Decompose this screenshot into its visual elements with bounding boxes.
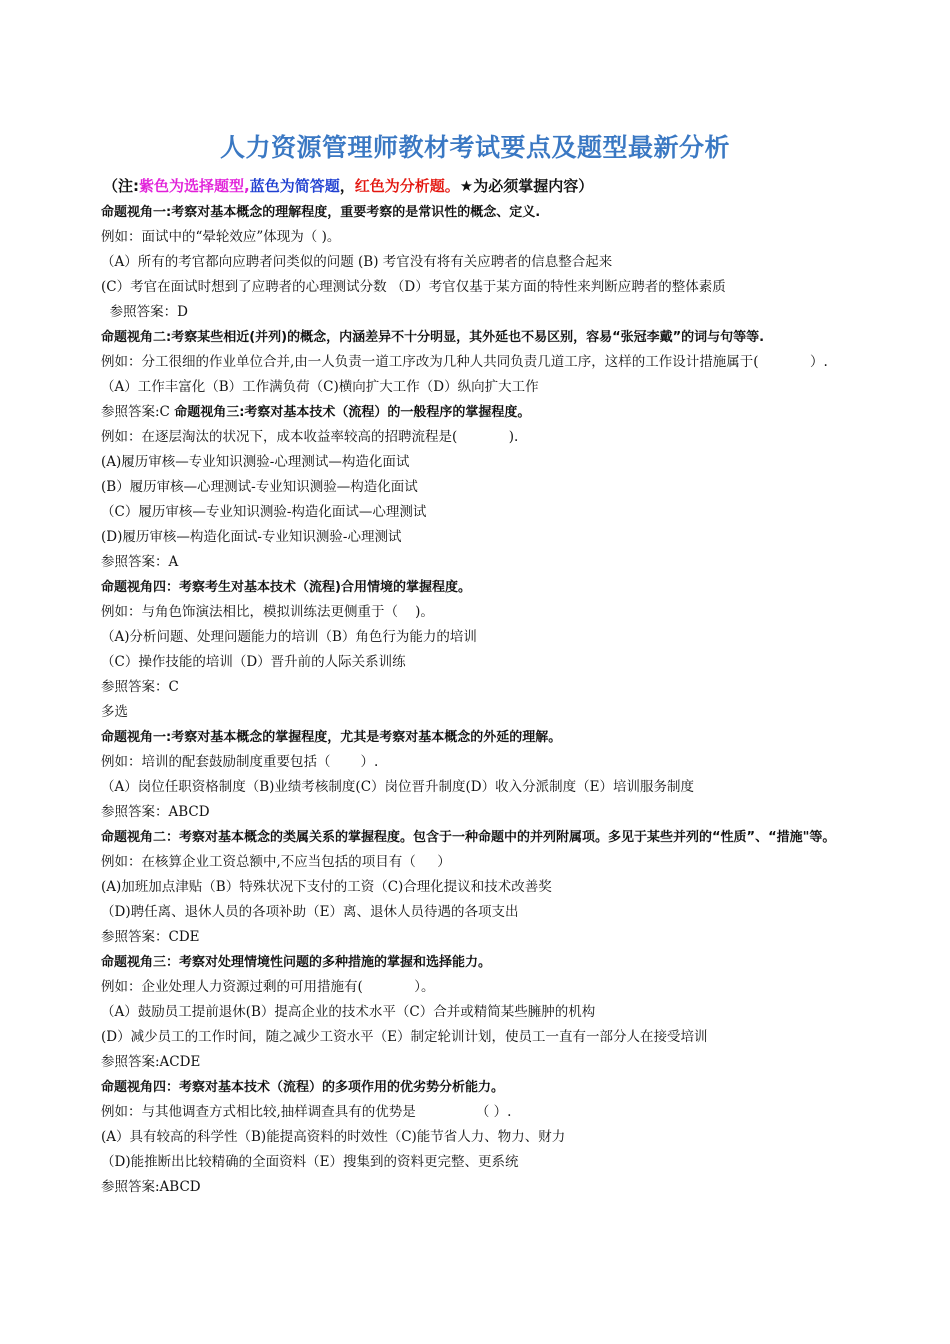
text-line: （A）工作丰富化（B）工作满负荷（C)横向扩大工作（D）纵向扩大工作 bbox=[101, 379, 539, 395]
text-line: 例如：与角色饰演法相比，模拟训练法更侧重于（ )。 bbox=[101, 604, 434, 620]
text-line: 例如：分工很细的作业单位合并,由一人负责一道工序改为几种人共同负责几道工序，这样的工作设计措施属于( ）. bbox=[101, 354, 828, 370]
text-line: 例如：面试中的“晕轮效应”体现为（ )。 bbox=[101, 229, 341, 245]
document-body bbox=[101, 200, 881, 1200]
text-line: （D)能推断出比较精确的全面资料（E）搜集到的资料更完整、更系统 bbox=[101, 1154, 519, 1170]
note-sep: ， bbox=[339, 177, 355, 195]
answer-line: 参照答案：ABCD bbox=[101, 804, 210, 820]
answer-line: 参照答案：A bbox=[101, 554, 179, 570]
text-line: （A)分析问题、处理问题能力的培训（B）角色行为能力的培训 bbox=[101, 629, 477, 645]
heading-line: 命题视角一:考察对基本概念的掌握程度，尤其是考察对基本概念的外延的理解。 bbox=[101, 730, 562, 745]
text-line: （C）履历审核—专业知识测验-构造化面试—心理测试 bbox=[101, 504, 427, 520]
text-line: (A)履历审核—专业知识测验-心理测试—构造化面试 bbox=[101, 454, 410, 470]
text-line: （A）所有的考官都向应聘者问类似的问题 (B) 考官没有将有关应聘者的信息整合起来 bbox=[101, 254, 613, 270]
heading-text: 命题视角三:考察对基本技术（流程）的一般程序的掌握程度。 bbox=[174, 405, 531, 420]
text-line: （A）岗位任职资格制度（B)业绩考核制度(C）岗位晋升制度(D）收入分派制度（E）培训服务制度 bbox=[101, 779, 694, 795]
note-purple: 紫色为选择题型, bbox=[139, 177, 250, 195]
text-line: （C）操作技能的培训（D）晋升前的人际关系训练 bbox=[101, 654, 406, 670]
text-line: （A）鼓励员工提前退休(B）提高企业的技术水平（C）合并或精简某些臃肿的机构 bbox=[101, 1004, 596, 1020]
text-line: (D)履历审核—构造化面试-专业知识测验-心理测试 bbox=[101, 529, 402, 545]
text-line: (A)加班加点津贴（B）特殊状况下支付的工资（C)合理化提议和技术改善奖 bbox=[101, 879, 552, 895]
section-label: 多选 bbox=[101, 704, 128, 720]
answer-line: 参照答案:ABCD bbox=[101, 1179, 201, 1195]
text-line: 例如：在逐层淘汰的状况下，成本收益率较高的招聘流程是( ). bbox=[101, 429, 519, 445]
text-line: 例如：与其他调查方式相比较,抽样调查具有的优势是 （ ）. bbox=[101, 1104, 512, 1120]
text-line: (A）具有较高的科学性（B)能提高资料的时效性（C)能节省人力、物力、财力 bbox=[101, 1129, 566, 1145]
heading-line: 命题视角四：考察对基本技术（流程）的多项作用的优劣势分析能力。 bbox=[101, 1080, 505, 1095]
answer-text: 参照答案:C bbox=[101, 404, 170, 420]
text-line: 例如：在核算企业工资总额中,不应当包括的项目有（ ） bbox=[101, 854, 451, 870]
text-line: 例如：培训的配套鼓励制度重要包括（ ）. bbox=[101, 754, 379, 770]
text-line: (D）减少员工的工作时间，随之减少工资水平（E）制定轮训计划，使员工一直有一部分人在接受培训 bbox=[101, 1029, 708, 1045]
heading-line: 命题视角三：考察对处理情境性问题的多种措施的掌握和选择能力。 bbox=[101, 955, 492, 970]
heading-line: 命题视角一:考察对基本概念的理解程度，重要考察的是常识性的概念、定义. bbox=[101, 205, 541, 220]
text-line: （D)聘任离、退休人员的各项补助（E）离、退休人员待遇的各项支出 bbox=[101, 904, 519, 920]
combined-line bbox=[101, 400, 881, 425]
answer-line: 参照答案：CDE bbox=[101, 929, 200, 945]
answer-line: 参照答案：D bbox=[101, 304, 188, 320]
heading-line: 命题视角二：考察对基本概念的类属关系的掌握程度。包含于一种命题中的并列附属项。多见于某些并列的“性质”、“措施"等。 bbox=[101, 830, 836, 845]
text-line: (B）履历审核—心理测试-专业知识测验—构造化面试 bbox=[101, 479, 418, 495]
note-open: （注: bbox=[103, 177, 139, 195]
color-legend-note bbox=[103, 174, 903, 198]
heading-line: 命题视角二:考察某些相近(并列)的概念，内涵差异不十分明显，其外延也不易区别，容易“张冠李戴”的词与句等等. bbox=[101, 330, 765, 345]
heading-line: 命题视角四：考察考生对基本技术（流程)合用情境的掌握程度。 bbox=[101, 580, 471, 595]
note-rest: ★为必须掌握内容） bbox=[459, 177, 594, 195]
document-title: 人力资源管理师教材考试要点及题型最新分析 bbox=[219, 133, 730, 162]
answer-line: 参照答案：C bbox=[101, 679, 179, 695]
text-line: 例如：企业处理人力资源过剩的可用措施有( ）。 bbox=[101, 979, 435, 995]
note-red: 红色为分析题。 bbox=[354, 177, 460, 195]
answer-line: 参照答案:ACDE bbox=[101, 1054, 201, 1070]
text-line: (C）考官在面试时想到了应聘者的心理测试分数 （D）考官仅基于某方面的特性来判断应聘者的整体素质 bbox=[101, 279, 726, 295]
note-blue: 蓝色为简答题 bbox=[249, 177, 340, 195]
